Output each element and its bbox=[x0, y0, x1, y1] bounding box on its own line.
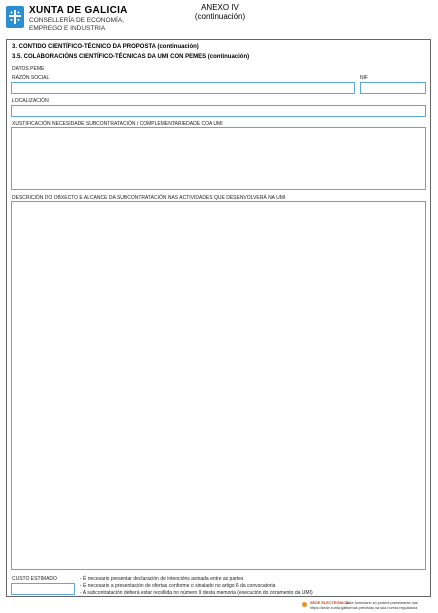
note-3: - A subcontratación deberá estar recollida no número 9 desta memoria (execución do orzamento da UMI) bbox=[80, 590, 313, 596]
department-line-2: EMPREGO E INDUSTRIA bbox=[29, 25, 106, 32]
annex-title: ANEXO IV bbox=[201, 3, 239, 12]
annex-heading bbox=[180, 3, 260, 21]
note-2: - É necesario a presentación de ofertas conforme o sinalado no artigo 6 da convocatoria bbox=[80, 583, 276, 589]
department-name bbox=[29, 17, 179, 33]
nif-label: NIF bbox=[360, 75, 369, 81]
galicia-shield-icon bbox=[8, 9, 22, 25]
xustificacion-textarea[interactable] bbox=[11, 127, 426, 190]
footer-text-2: formas previstas na súa norma reguladora bbox=[346, 606, 418, 610]
localizacion-field[interactable] bbox=[11, 105, 426, 117]
note-1: - É necesario presentar declaración de intencións asinada entre as partes bbox=[80, 576, 244, 582]
xustificacion-label: XUSTIFICACIÓN NECESIDADE SUBCONTRATACIÓN / COMPLEMENTARIEDADE COA UMI bbox=[12, 121, 223, 127]
org-name: XUNTA DE GALICIA bbox=[29, 5, 128, 16]
razon-social-label: RAZÓN SOCIAL bbox=[12, 75, 50, 81]
department-line-1: CONSELLERÍA DE ECONOMÍA, bbox=[29, 17, 124, 24]
localizacion-label: LOCALIZACIÓN bbox=[12, 98, 49, 104]
sede-label[interactable]: SEDE ELECTRÓNICA bbox=[310, 601, 349, 605]
annex-subtitle: (continuación) bbox=[194, 12, 246, 21]
custo-field[interactable] bbox=[11, 583, 75, 595]
subsection-title: 3.5. COLABORACIÓNS CIENTÍFICO-TÉCNICAS DA UMI CON PEMES (continuación) bbox=[12, 54, 250, 60]
section-title: 3. CONTIDO CIENTÍFICO-TÉCNICO DA PROPOSTA (continuación) bbox=[12, 44, 199, 50]
nif-field[interactable] bbox=[360, 82, 426, 94]
xunta-logo bbox=[6, 6, 24, 28]
sede-icon bbox=[302, 602, 307, 607]
descricion-textarea[interactable] bbox=[11, 201, 426, 570]
footer-text-1: Este formulario só poderá presentarse nas bbox=[346, 601, 418, 605]
datos-peme-label: DATOS PEME bbox=[12, 66, 45, 72]
custo-label: CUSTO ESTIMADO bbox=[12, 576, 57, 582]
sede-url[interactable]: https://sede.xunta.gal bbox=[310, 606, 347, 610]
razon-social-field[interactable] bbox=[11, 82, 355, 94]
descricion-label: DESCRICIÓN DO OBXECTO E ALCANCE DA SUBCONTRATACIÓN NAS ACTIVIDADES QUE DESENVOLVERÁ NA UMI bbox=[12, 195, 286, 201]
